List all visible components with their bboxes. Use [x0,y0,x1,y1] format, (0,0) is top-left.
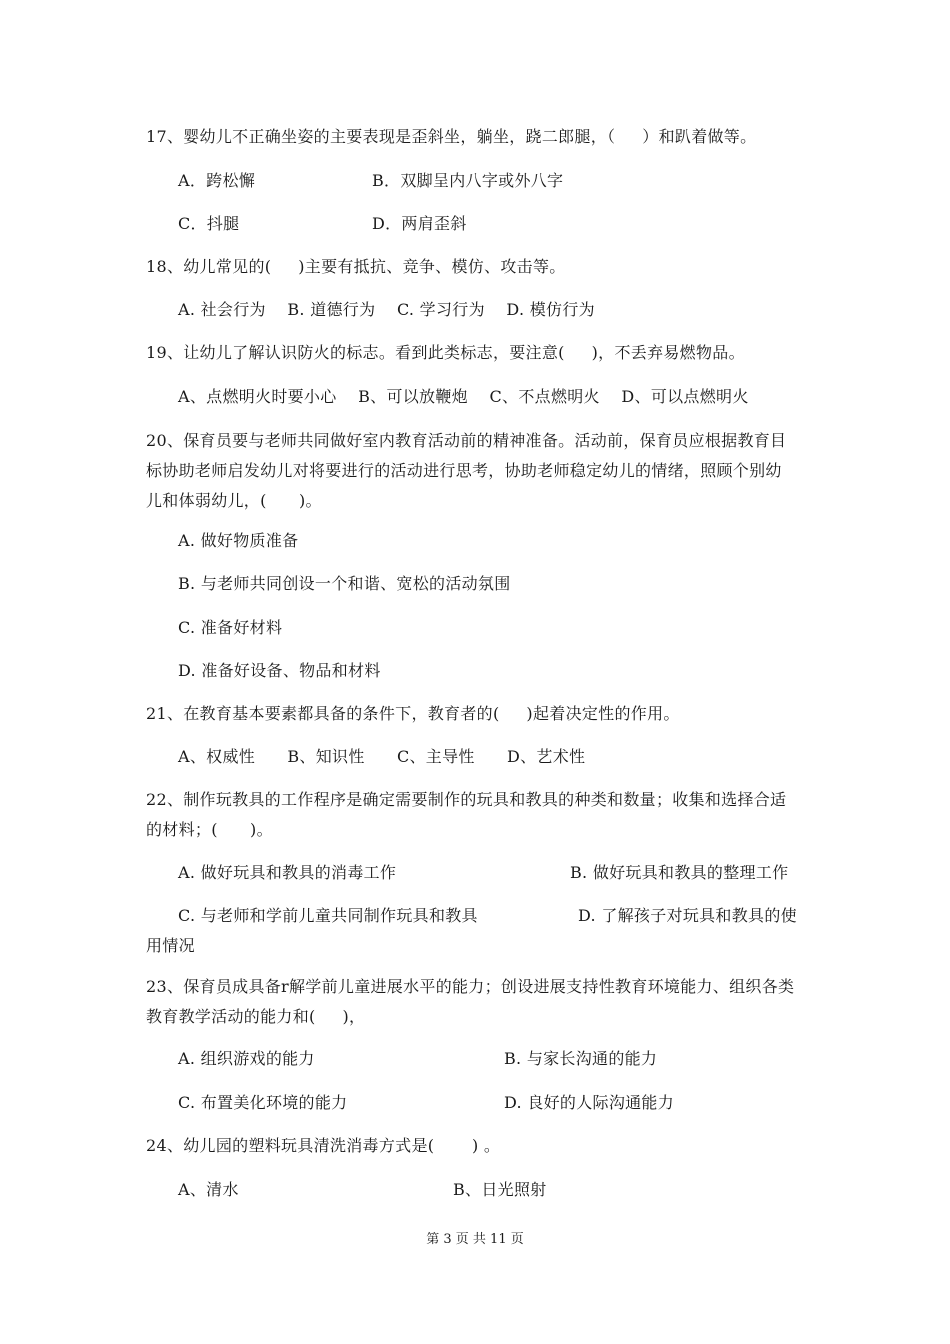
question-23-stem-line-1: 23、保育员成具备r解学前儿童进展水平的能力；创设进展支持性教育环境能力、组织各类 [146,977,795,996]
question-18-options: A. 社会行为 B. 道德行为 C. 学习行为 D. 模仿行为 [178,300,595,319]
question-17-option-d: D．两肩歪斜 [372,214,467,233]
question-21-stem: 21、在教育基本要素都具备的条件下，教育者的( )起着决定性的作用。 [146,704,680,723]
question-20-stem-line-1: 20、保育员要与老师共同做好室内教育活动前的精神准备。活动前，保育员应根据教育目 [146,431,787,450]
question-24-stem: 24、幼儿园的塑料玩具清洗消毒方式是( ) 。 [146,1136,501,1155]
question-21-options: A、权威性 B、知识性 C、主导性 D、艺术性 [178,747,586,766]
question-20-option-d: D. 准备好设备、物品和材料 [178,661,381,680]
question-23-option-a: A. 组织游戏的能力 [178,1049,315,1068]
question-17-option-a: A．跨松懈 [178,171,256,190]
question-17-option-b: B．双脚呈内八字或外八字 [372,171,564,190]
question-22-option-a: A. 做好玩具和教具的消毒工作 [178,863,397,882]
question-22-stem-line-1: 22、制作玩教具的工作程序是确定需要制作的玩具和教具的种类和数量；收集和选择合适 [146,790,787,809]
question-20-stem-line-3: 儿和体弱幼儿，( )。 [146,491,322,510]
question-23-option-c: C. 布置美化环境的能力 [178,1093,348,1112]
question-20-stem-line-2: 标协助老师启发幼儿对将要进行的活动进行思考，协助老师稳定幼儿的情绪，照顾个别幼 [146,461,782,480]
question-24-option-b: B、日光照射 [453,1180,547,1199]
question-18-stem: 18、幼儿常见的( )主要有抵抗、竞争、模仿、攻击等。 [146,257,566,276]
page-number-footer: 第 3 页 共 11 页 [426,1232,524,1247]
question-20-option-a: A. 做好物质准备 [178,531,299,550]
question-20-option-b: B. 与老师共同创设一个和谐、宽松的活动氛围 [178,574,511,593]
question-22-option-d-continued: 用情况 [146,936,195,955]
question-23-option-d: D. 良好的人际沟通能力 [504,1093,675,1112]
question-20-option-c: C. 准备好材料 [178,618,283,637]
question-22-option-b: B. 做好玩具和教具的整理工作 [570,863,789,882]
question-22-option-c: C. 与老师和学前儿童共同制作玩具和教具 [178,906,478,925]
question-17-stem: 17、婴幼儿不正确坐姿的主要表现是歪斜坐，躺坐，跷二郎腿，（ ）和趴着做等。 [146,127,757,146]
question-24-option-a: A、清水 [178,1180,239,1199]
question-19-stem: 19、让幼儿了解认识防火的标志。看到此类标志，要注意( )，不丢弃易燃物品。 [146,343,745,362]
question-23-stem-line-2: 教育教学活动的能力和( )， [146,1007,366,1026]
question-19-options: A、点燃明火时要小心 B、可以放鞭炮 C、不点燃明火 D、可以点燃明火 [178,387,749,406]
question-22-option-d: D. 了解孩子对玩具和教具的使 [578,906,797,925]
question-22-stem-line-2: 的材料；( )。 [146,820,273,839]
question-17-option-c: C．抖腿 [178,214,240,233]
question-23-option-b: B. 与家长沟通的能力 [504,1049,658,1068]
